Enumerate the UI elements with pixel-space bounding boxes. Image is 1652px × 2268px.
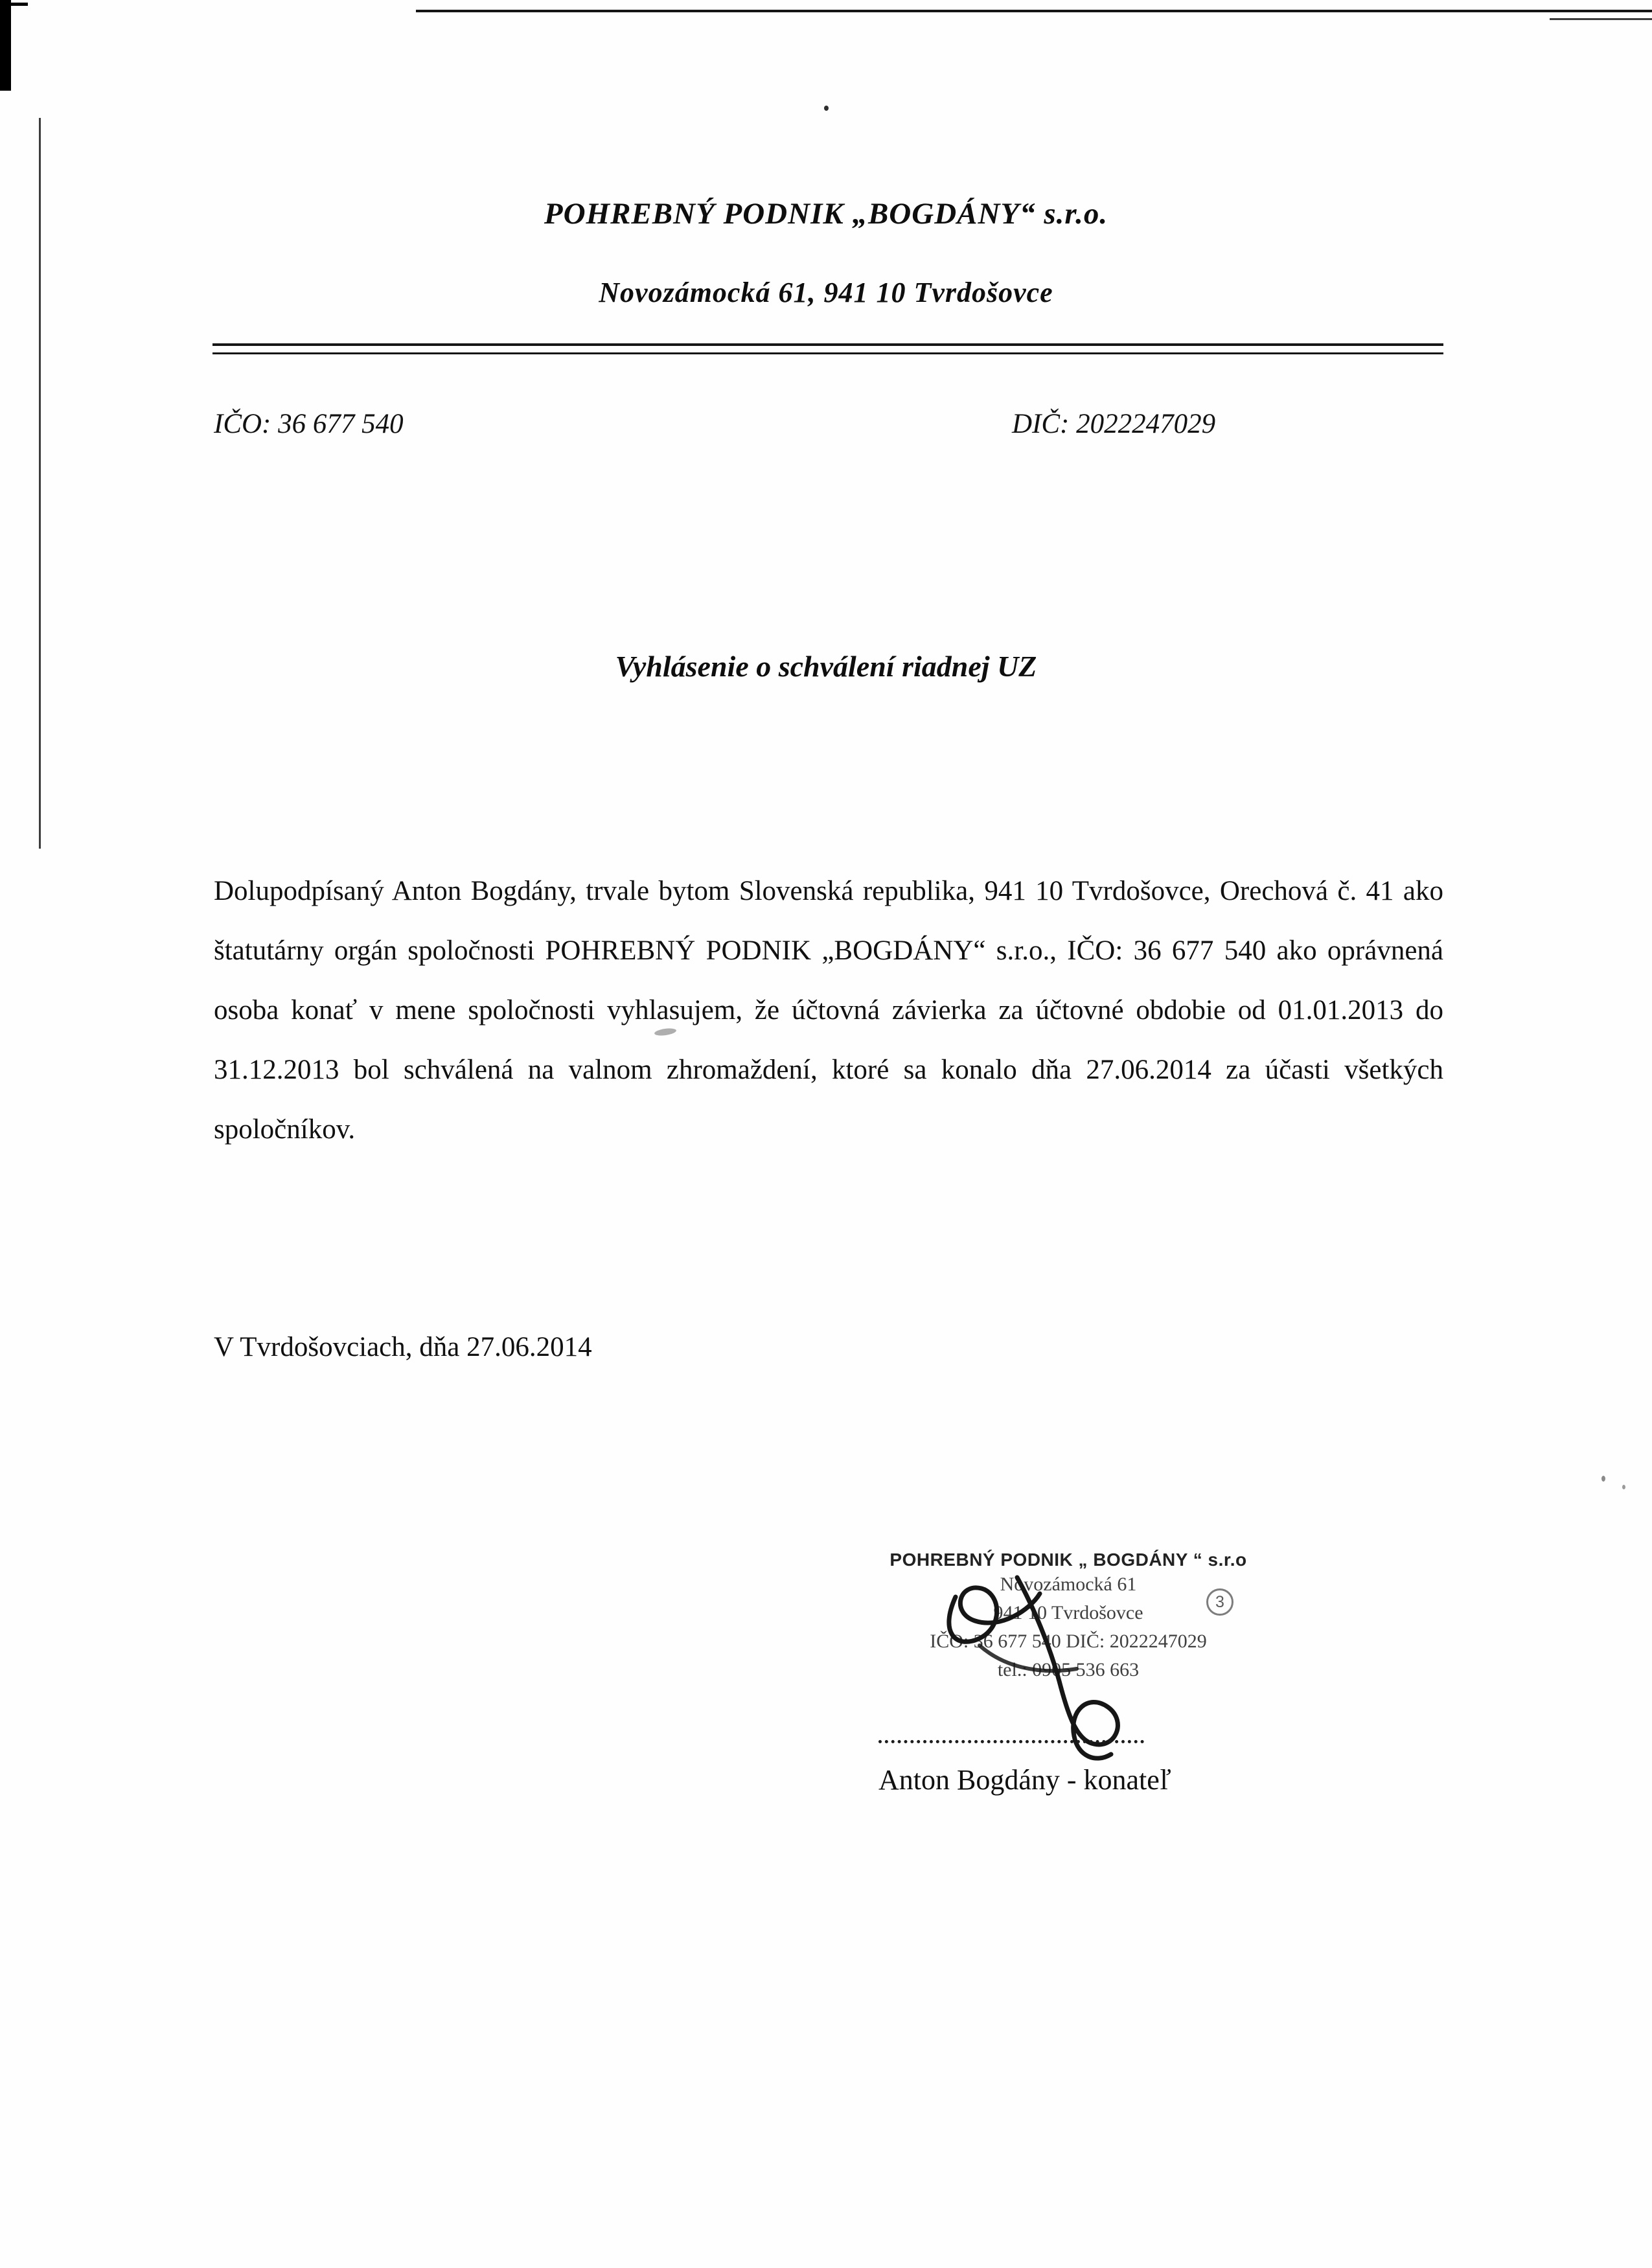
ico-value: IČO: 36 677 540 [214,409,404,439]
signatory-name: Anton Bogdány - konateľ [878,1764,1171,1796]
stamp-street: Novozámocká 61 [1000,1574,1137,1595]
stamp-ico-dic: IČO: 36 677 540 DIČ: 2022247029 [930,1631,1207,1652]
stamp-badge: 3 [1206,1588,1233,1616]
company-name: POHREBNÝ PODNIK „BOGDÁNY“ s.r.o. [544,197,1108,231]
scan-artifact-dot [1622,1485,1625,1489]
stamp-city: 941 10 Tvrdošovce [993,1602,1143,1623]
scan-artifact-top-line [416,10,1652,12]
document-title: Vyhlásenie o schválení riadnej UZ [615,650,1037,683]
scan-artifact-corner-hook [11,3,28,6]
scan-artifact-dot [824,106,829,111]
dic-value: DIČ: 2022247029 [1012,409,1216,439]
header-divider [212,343,1443,354]
stamp-phone: tel.: 0905 536 663 [997,1659,1140,1680]
place-date-line: V Tvrdošovciach, dňa 27.06.2014 [214,1332,592,1362]
signature-scribble [920,1548,1166,1769]
scan-artifact-dot [1601,1476,1605,1482]
signature-dotted-line [878,1737,1144,1743]
scan-artifact-corner-mark [0,0,11,91]
declaration-paragraph: Dolupodpísaný Anton Bogdány, trvale bytom Slovenská republika, 941 10 Tvrdošovce, Orechová č. 41 ako štatutárny orgán spoločnosti POHREBNÝ PODNIK „BOGDÁNY“ s.r.o., IČO: 36 677 540 ako oprávnená osoba konať v mene spoločnosti vyhlasujem, že účtovná závierka za účtovné obdobie od 01.01.2013 do 31.12.2013 bol schválená na valnom zhromaždení, ktoré sa konalo dňa 27.06.2014 za účasti všetkých spoločníkov. [214,876,1443,1145]
company-address: Novozámocká 61, 941 10 Tvrdošovce [599,277,1053,308]
stamp-company-name: POHREBNÝ PODNIK „ BOGDÁNY “ s.r.o [889,1550,1247,1570]
scan-artifact-top-line-right [1550,18,1652,20]
